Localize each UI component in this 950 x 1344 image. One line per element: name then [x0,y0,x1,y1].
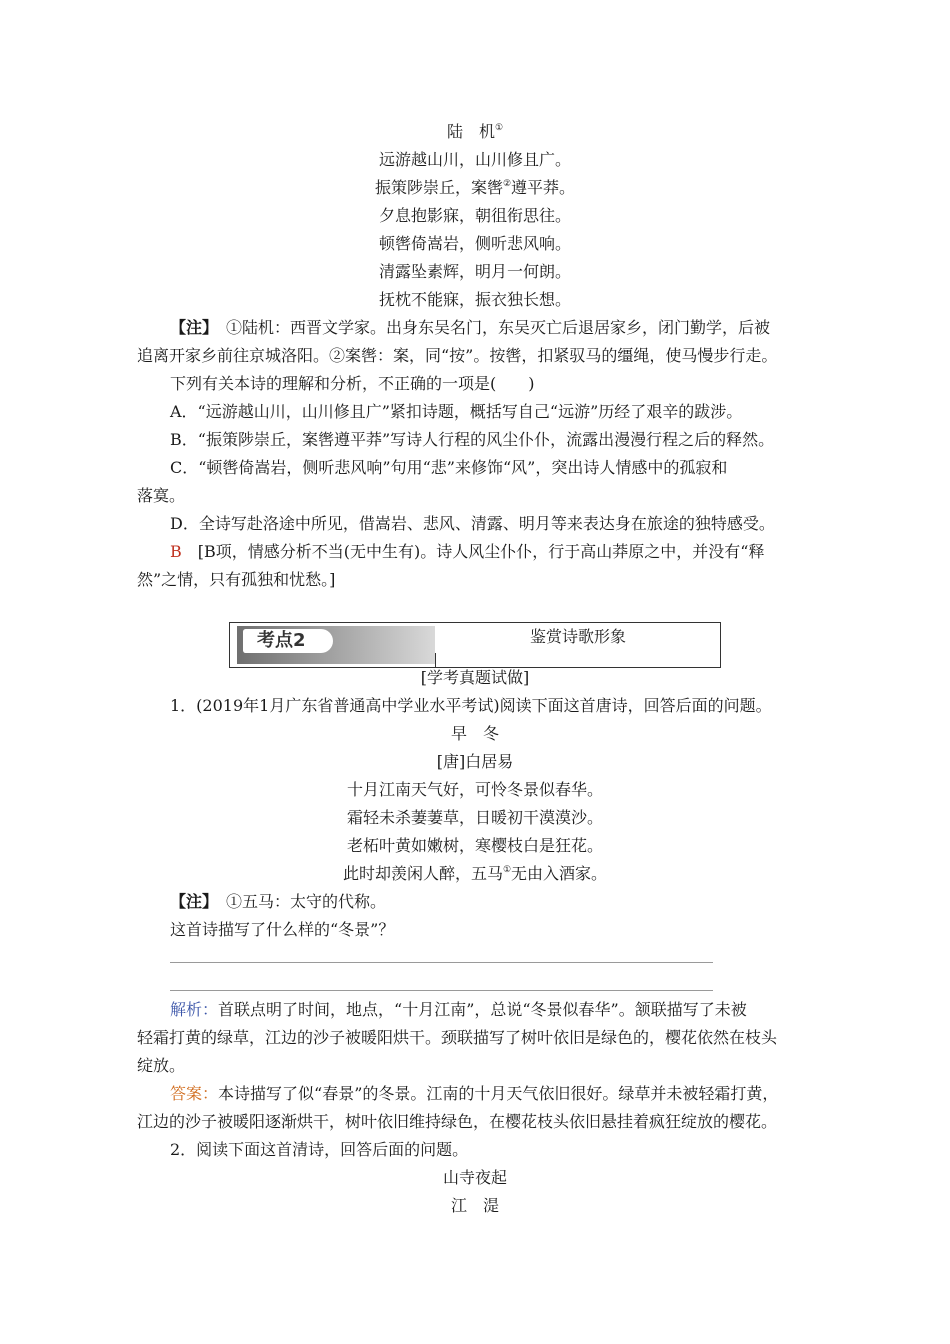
q1-poem-author: [唐]白居易 [436,752,514,771]
footnote-marker: ② [502,179,512,189]
q1-answer-line-1: 答案：本诗描写了似“春景”的冬景。江南的十月天气依旧很好。绿草并未被轻霜打黄， [170,1084,779,1103]
q1-poem-line-4: 此时却羡闲人醉，五马①无由入酒家。 [342,864,608,883]
poem1-line-4: 顿辔倚嵩岩，侧听悲风响。 [378,234,571,253]
q1-note: 【注】 ①五马：太守的代称。 [170,892,387,911]
q1-analysis-line-3: 绽放。 [137,1056,186,1075]
mc-answer-line-1: B [B项，情感分析不当(无中生有)。诗人风尘仆仆，行于高山莽原之中，并没有“释 [170,542,765,561]
poem1-author: 陆 机① [446,122,504,141]
mc-option-b: B．“振策陟崇丘，案辔遵平莽”写诗人行程的风尘仆仆，流露出漫漫行程之后的释然。 [170,430,775,449]
poem1-line-3: 夕息抱影寐，朝徂衔思往。 [378,206,571,225]
mc-question-stem: 下列有关本诗的理解和分析，不正确的一项是( ) [170,374,535,393]
poem1-line-6: 抚枕不能寐，振衣独长想。 [378,290,571,309]
q1-answer-line-2: 江边的沙子被暖阳逐渐烘干，树叶依旧维持绿色，在樱花枝头依旧悬挂着疯狂绽放的樱花。 [137,1112,778,1131]
divider [435,653,436,667]
answer-line-1[interactable] [170,962,713,963]
section-tag-label: 考点2 [257,630,306,651]
q2-poem-author: 江 湜 [450,1196,499,1215]
mc-option-d: D．全诗写赴洛途中所见，借嵩岩、悲风、清露、明月等来表达身在旅途的独特感受。 [170,514,775,533]
q1-question: 这首诗描写了什么样的“冬景”？ [170,920,395,939]
poem1-note-line-2: 追离开家乡前往京城洛阳。②案辔：案，同“按”。按辔，扣紧驭马的缰绳，使马慢步行走。 [137,346,778,365]
answer-line-2[interactable] [170,990,713,991]
mc-answer-line-2: 然”之情，只有孤独和忧愁。] [137,570,336,589]
mc-option-c-line-1: C．“顿辔倚嵩岩，侧听悲风响”句用“悲”来修饰“风”，突出诗人情感中的孤寂和 [170,458,728,477]
answer-label: 答案： [170,1084,219,1103]
section-header-box [229,622,721,668]
answer-letter: B [170,542,182,561]
poem1-line-1: 远游越山川，山川修且广。 [378,150,571,169]
footnote-marker: ① [502,865,512,875]
mc-option-a: A．“远游越山川，山川修且广”紧扣诗题，概括写自己“远游”历经了艰辛的跋涉。 [170,402,743,421]
poem1-note-line-1: 【注】 ①陆机：西晋文学家。出身东吴名门，东吴灭亡后退居家乡，闭门勤学，后被 [170,318,771,337]
q1-stem: 1．(2019年1月广东省普通高中学业水平考试)阅读下面这首唐诗，回答后面的问题。 [170,696,772,715]
poem1-line-5: 清露坠素辉，明月一何朗。 [378,262,571,281]
analysis-label: 解析： [170,1000,219,1019]
q2-poem-title: 山寺夜起 [442,1168,507,1187]
poem1-line-2: 振策陟崇丘，案辔②遵平莽。 [374,178,576,197]
footnote-marker: ① [494,123,504,133]
q1-poem-line-3: 老柘叶黄如嫩树，寒樱枝白是狂花。 [346,836,603,855]
q1-poem-title: 早 冬 [450,724,499,743]
section-tag-banner [237,626,435,664]
q1-poem-line-2: 霜轻未杀萋萋草，日暖初干漠漠沙。 [346,808,603,827]
q1-poem-line-1: 十月江南天气好，可怜冬景似春华。 [346,780,603,799]
q1-analysis-line-1: 解析：首联点明了时间，地点，“十月江南”，总说“冬景似春华”。颔联描写了未被 [170,1000,747,1019]
section-subheading: [学考真题试做] [420,668,530,687]
q2-stem: 2．阅读下面这首清诗，回答后面的问题。 [170,1140,469,1159]
section-title: 鉴赏诗歌形象 [530,627,627,646]
q1-analysis-line-2: 轻霜打黄的绿草，江边的沙子被暖阳烘干。颈联描写了树叶依旧是绿色的，樱花依然在枝头 [137,1028,778,1047]
mc-option-c-line-2: 落寞。 [137,486,186,505]
